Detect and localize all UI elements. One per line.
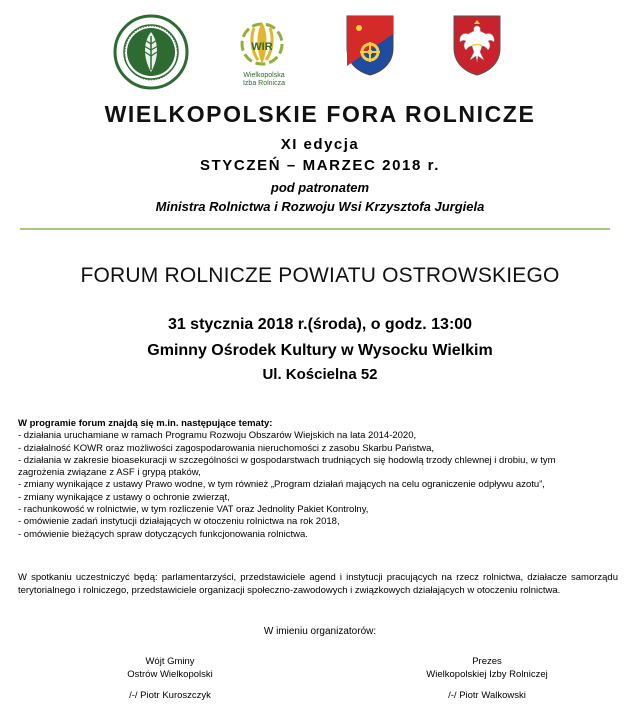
- program-item: - omówienie zadań instytucji działających w otoczeniu rolnictwa na rok 2018,: [18, 516, 340, 528]
- edition: XI edycja: [280, 136, 360, 153]
- svg-text:WIR: WIR: [251, 41, 273, 53]
- signature-name: /-/ Piotr Walkowski: [448, 690, 526, 701]
- signature-left: [60, 655, 280, 702]
- wir-logo: [232, 14, 292, 72]
- county-coat-of-arms: [345, 14, 395, 76]
- period: STYCZEŃ – MARZEC 2018 r.: [199, 157, 441, 174]
- wir-caption-line: Wielkopolska: [243, 72, 285, 79]
- program-item: - omówienie bieżących spraw dotyczących funkcjonowania rolnictwa.: [18, 528, 308, 540]
- program-item: - zmiany wynikające z ustawy o ochronie zwierząt,: [18, 491, 230, 503]
- ministry-seal-logo: [113, 14, 189, 90]
- program-item: - działania uruchamiane w ramach Programu Rozwoju Obszarów Wiejskich na lata 2014-2020,: [18, 430, 417, 442]
- event-date: 31 stycznia 2018 r.(środa), o godz. 13:00: [167, 316, 473, 333]
- signature-role: Prezes: [472, 656, 502, 667]
- signature-name: /-/ Piotr Kuroszczyk: [129, 690, 211, 701]
- event-address: Ul. Kościelna 52: [262, 366, 378, 383]
- patron-name: Ministra Rolnictwa i Rozwoju Wsi Krzysztofa Jurgiela: [155, 199, 485, 214]
- event-title: FORUM ROLNICZE POWIATU OSTROWSKIEGO: [80, 264, 560, 287]
- program-item: - rachunkowość w rolnictwie, w tym rozliczenie VAT oraz Jednolity Pakiet Kontrolny,: [18, 504, 369, 516]
- signature-office: Wielkopolskiej Izby Rolniczej: [426, 669, 548, 680]
- eagle-coat-of-arms: [452, 14, 502, 76]
- program-section: [18, 418, 618, 541]
- patronage-label: pod patronatem: [270, 180, 370, 195]
- organizers-heading: W imieniu organizatorów:: [263, 626, 377, 637]
- series-title: WIELKOPOLSKIE FORA ROLNICZE: [104, 101, 536, 127]
- program-item: - działalność KOWR oraz możliwości zagospodarowania nieruchomości z zasobu Skarbu Państwa,: [18, 442, 435, 454]
- program-item: - działania w zakresie bioasekuracji w szczególności w gospodarstwach trudniących się hodowlą trzody chlewnej i drobiu, w tym: [18, 454, 556, 466]
- signature-role: Wójt Gminy: [145, 656, 195, 667]
- divider: [20, 228, 610, 230]
- participants-paragraph: W spotkaniu uczestniczyć będą: parlamentarzyści, przedstawiciele agend i instytucji pracujących na rzecz rolnictwa, działacze samorządu terytorialnego i rolniczego, przedstawiciele organizacji społeczno-zawodowych i związkowych działających w otoczeniu rolnictwa.: [18, 572, 618, 596]
- logo-row: [0, 14, 640, 94]
- program-heading: W programie forum znajdą się m.in. następujące tematy:: [18, 418, 273, 429]
- wir-caption: [234, 72, 294, 88]
- wir-caption-line: Izba Rolnicza: [242, 80, 286, 87]
- signature-right: [377, 655, 597, 702]
- program-item: - zmiany wynikające z ustawy Prawo wodne, w tym również „Program działań mających na celu ograniczenie odpływu azotu”,: [18, 479, 545, 491]
- signature-office: Ostrów Wielkopolski: [127, 669, 213, 680]
- program-item: zagrożenia związane z ASF i grypą ptaków,: [18, 467, 201, 479]
- event-venue: Gminny Ośrodek Kultury w Wysocku Wielkim: [147, 342, 493, 359]
